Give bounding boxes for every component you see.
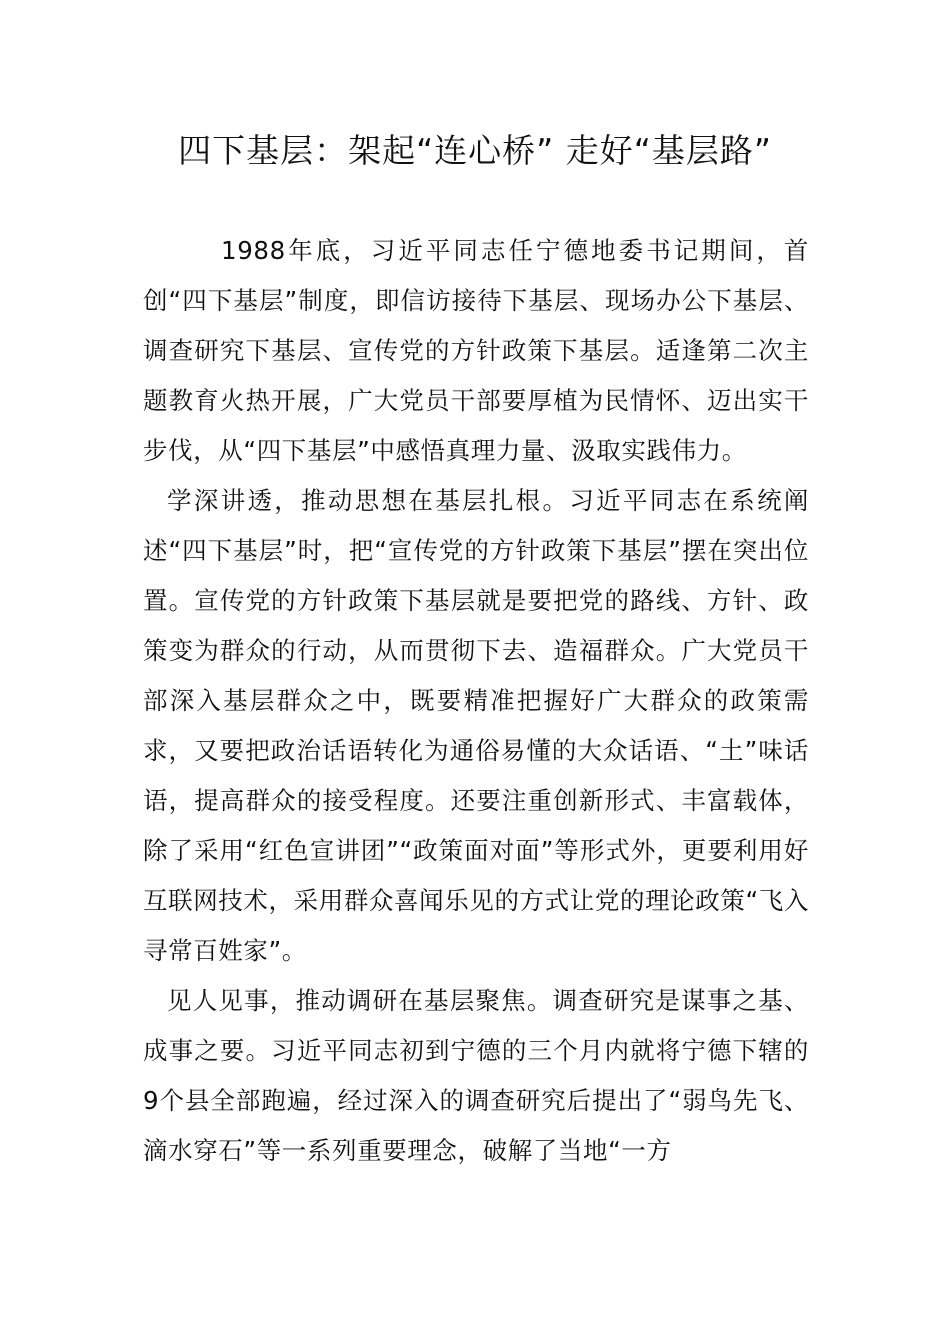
- paragraph-study: 学深讲透，推动思想在基层扎根。习近平同志在系统阐述“四下基层”时，把“宣传党的方针政策下基层”摆在突出位置。宣传党的方针政策下基层就是要把党的路线、方针、政策变为群众的行动，从而贯彻下去、造福群众。广大党员干部深入基层群众之中，既要精准把握好广大群众的政策需求，又要把政治话语转化为通俗易懂的大众话语、“土”味话语，提高群众的接受程度。还要注重创新形式、丰富载体，除了采用“红色宣讲团”“政策面对面”等形式外，更要利用好互联网技术，采用群众喜闻乐见的方式让党的理论政策“飞入寻常百姓家”。: [143, 486, 809, 965]
- document-title: 四下基层：架起“连心桥” 走好“基层路”: [178, 131, 772, 170]
- paragraph-intro: 1988年底，习近平同志任宁德地委书记期间，首创“四下基层”制度，即信访接待下基层、现场办公下基层、调查研究下基层、宣传党的方针政策下基层。适逢第二次主题教育火热开展，广大党员干部要厚植为民情怀、迈出实干步伐，从“四下基层”中感悟真理力量、汲取实践伟力。: [143, 236, 809, 465]
- document-body: [143, 226, 809, 1176]
- paragraph-research: 见人见事，推动调研在基层聚焦。调查研究是谋事之基、成事之要。习近平同志初到宁德的三个月内就将宁德下辖的9个县全部跑遍，经过深入的调查研究后提出了“弱鸟先飞、滴水穿石”等一系列重要理念，破解了当地“一方: [143, 986, 809, 1165]
